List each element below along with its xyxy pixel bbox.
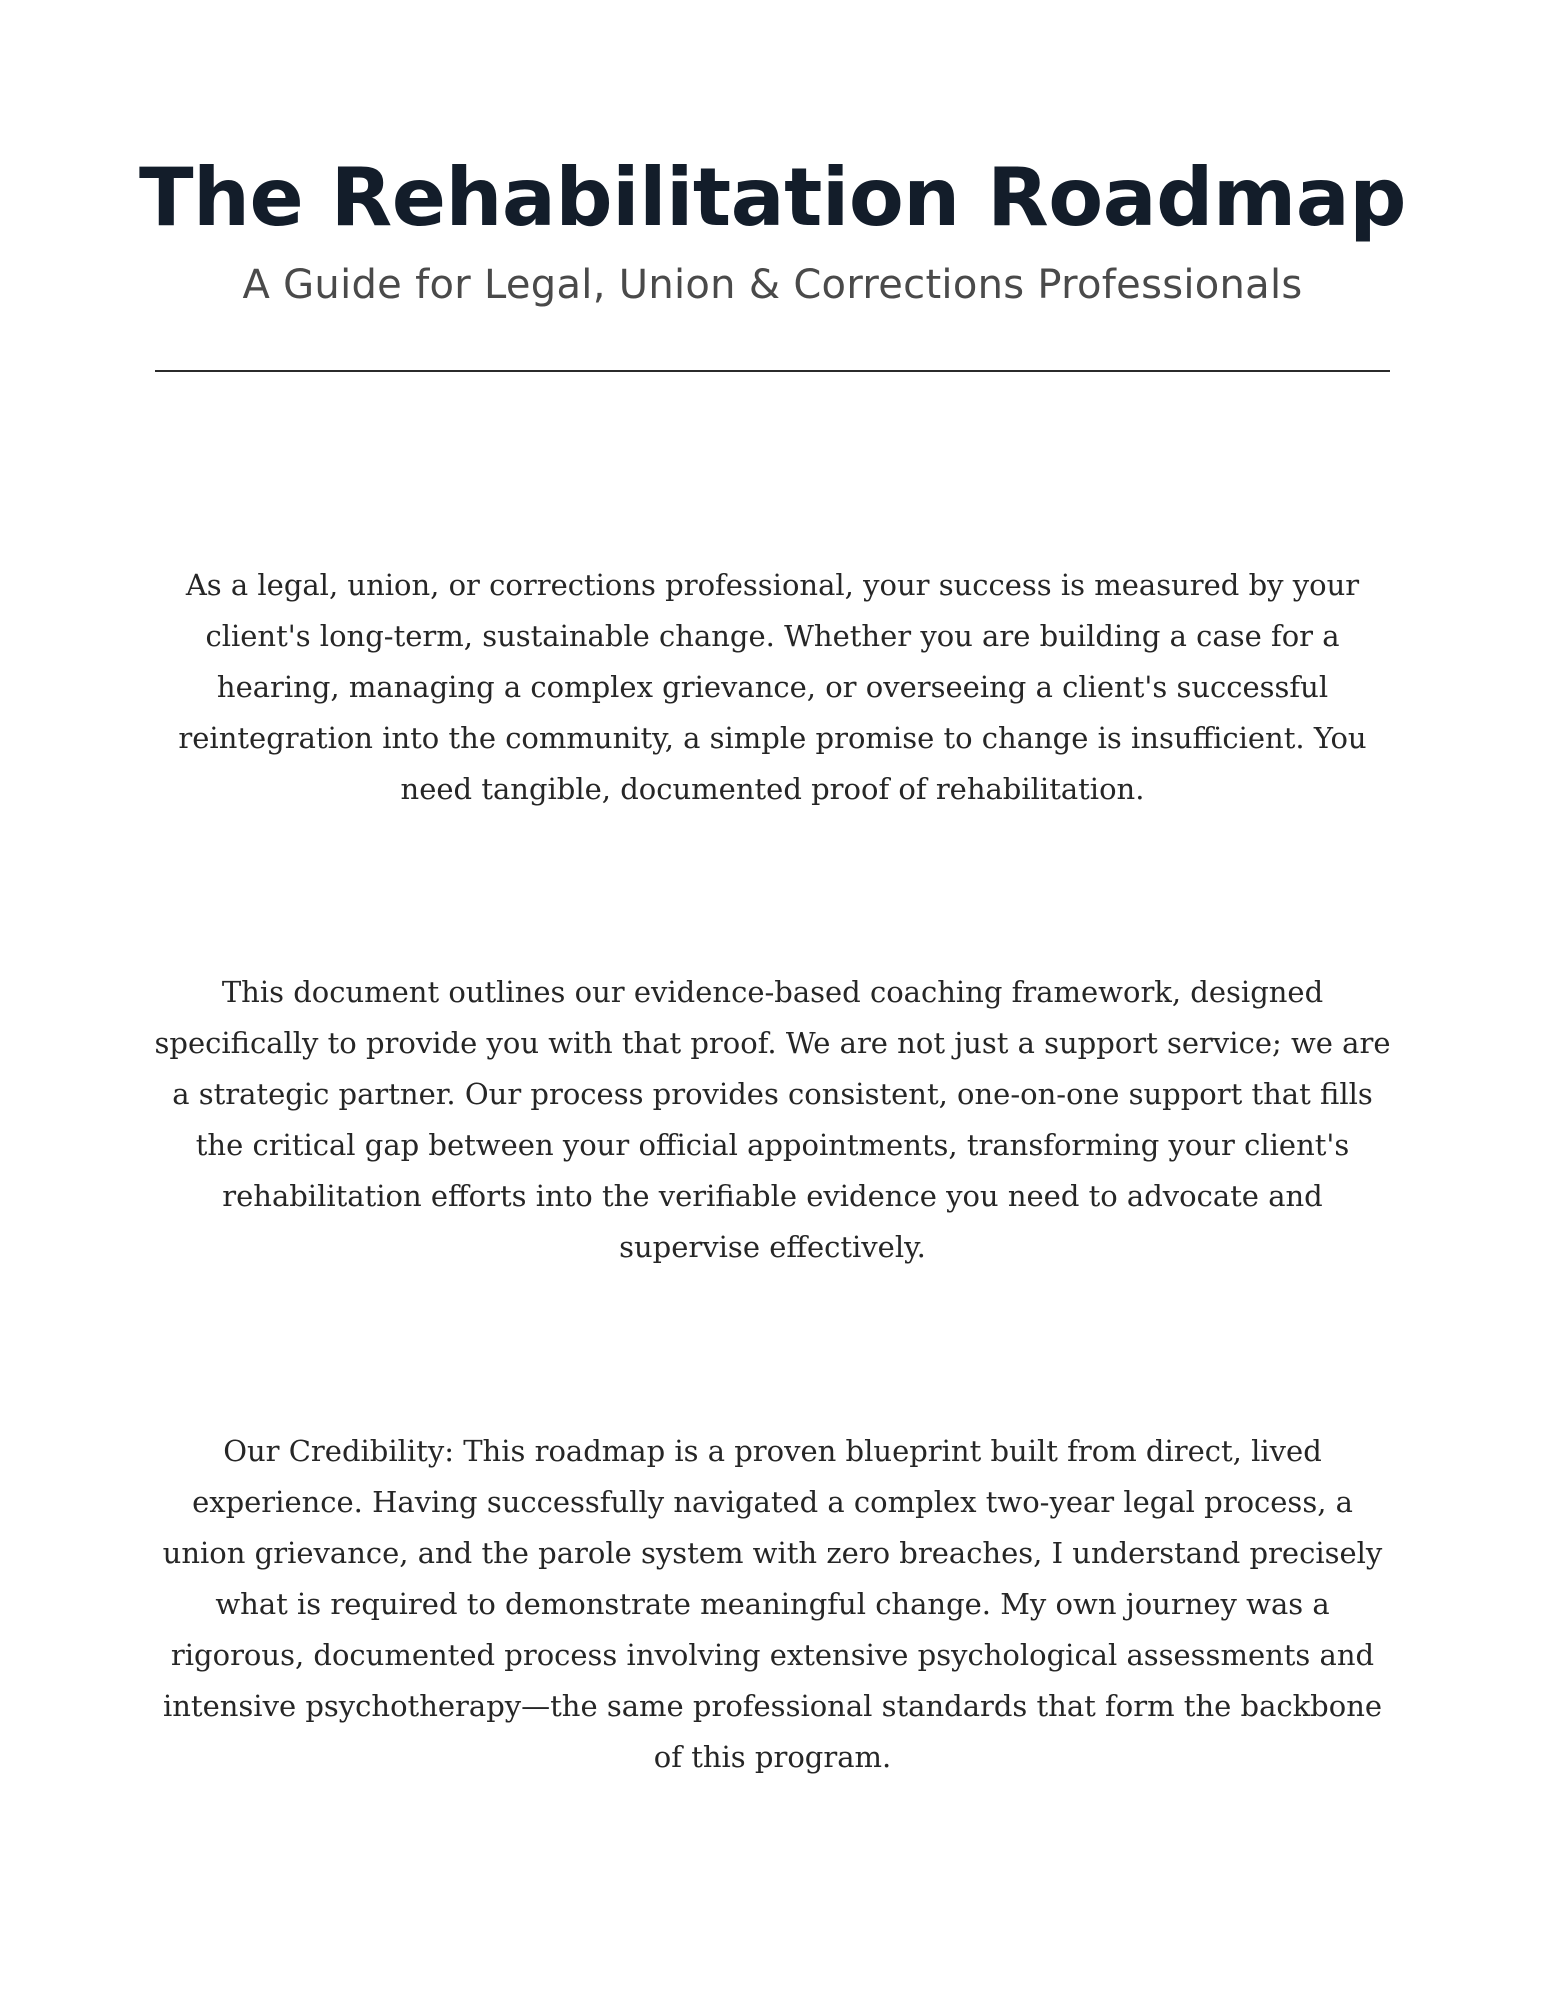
intro-paragraph: As a legal, union, or corrections professional, your success is measured by your client's long-term, sustainable change. Whether you are building a case for a hearing, managing a complex grievance, or overseeing a client's successful reintegration into the community, a simple promise to change is insufficient. You need tangible, documented proof of rehabilitation.: [178, 568, 1367, 806]
page-subtitle: A Guide for Legal, Union & Corrections Professionals: [242, 262, 1303, 308]
credibility-paragraph: Our Credibility: This roadmap is a proven blueprint built from direct, lived experience. Having successfully navigated a complex two-year legal process, a union grievance, and the parole system with zero breaches, I understand precisely what is required to demonstrate meaningful change. My own journey was a rigorous, documented process involving extensive psychological assessments and intensive psychotherapy—the same professional standards that form the backbone of this program.: [162, 1434, 1383, 1774]
page-title: The Rehabilitation Roadmap: [138, 151, 1407, 244]
framework-paragraph: This document outlines our evidence-based coaching framework, designed specifically to provide you with that proof. We are not just a support service; we are a strategic partner. Our process provides consistent, one-on-one support that fills the critical gap between your official appointments, transforming your client's rehabilitation efforts into the verifiable evidence you need to advocate and supervise effectively.: [154, 975, 1391, 1264]
header-divider: [155, 370, 1390, 372]
